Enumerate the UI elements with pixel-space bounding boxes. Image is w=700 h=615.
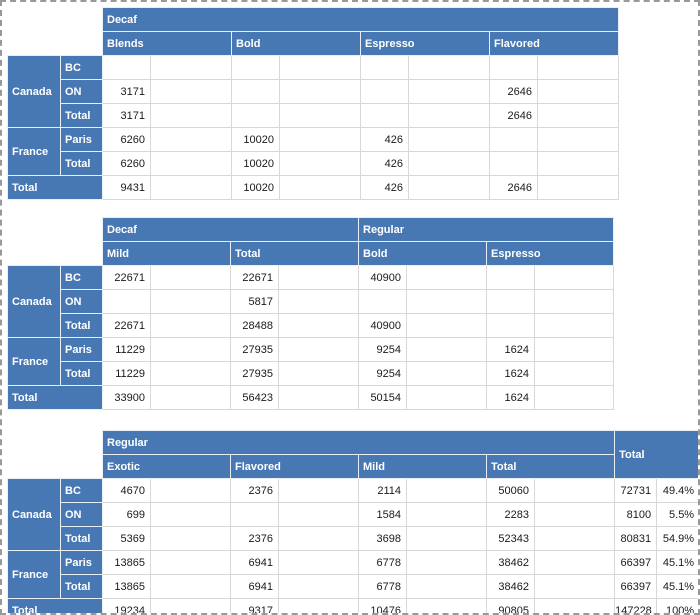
column-header-bold[interactable]: Bold	[359, 242, 487, 266]
percent-cell[interactable]: 45.1%	[657, 551, 700, 575]
data-cell[interactable]: 40900	[359, 314, 407, 338]
data-cell-empty[interactable]	[407, 551, 487, 575]
data-cell-empty[interactable]	[279, 290, 359, 314]
data-cell-empty[interactable]	[151, 503, 231, 527]
data-cell-empty[interactable]	[279, 503, 359, 527]
data-cell-empty[interactable]	[407, 599, 487, 615]
data-cell-empty[interactable]	[535, 599, 615, 615]
data-cell[interactable]: 3171	[103, 104, 151, 128]
data-cell[interactable]: 2114	[359, 479, 407, 503]
data-cell-empty[interactable]	[280, 176, 361, 200]
data-cell-empty[interactable]	[279, 575, 359, 599]
column-header-total[interactable]: Total	[231, 242, 359, 266]
data-cell-empty[interactable]	[151, 152, 232, 176]
data-cell-empty[interactable]	[279, 527, 359, 551]
column-header-bold[interactable]: Bold	[232, 32, 361, 56]
data-cell-empty[interactable]	[151, 266, 231, 290]
data-cell[interactable]	[232, 104, 280, 128]
data-cell[interactable]: 5369	[103, 527, 151, 551]
data-cell[interactable]: 13865	[103, 551, 151, 575]
data-cell[interactable]: 2646	[490, 176, 538, 200]
column-header-espresso[interactable]: Espresso	[487, 242, 614, 266]
data-cell-empty[interactable]	[409, 152, 490, 176]
crosstab-decaf[interactable]	[7, 7, 619, 200]
column-group-decaf[interactable]: Decaf	[103, 218, 359, 242]
column-group-regular[interactable]: Regular	[103, 431, 615, 455]
data-cell-empty[interactable]	[279, 599, 359, 615]
data-cell-empty[interactable]	[151, 80, 232, 104]
crosstab-decaf-regular[interactable]	[7, 217, 614, 410]
data-cell-empty[interactable]	[280, 80, 361, 104]
row-header-bc[interactable]: BC	[61, 56, 103, 80]
column-header-espresso[interactable]: Espresso	[361, 32, 490, 56]
data-cell-empty[interactable]	[409, 176, 490, 200]
data-cell[interactable]: 19234	[103, 599, 151, 615]
data-cell[interactable]: 38462	[487, 575, 535, 599]
data-cell-empty[interactable]	[535, 551, 615, 575]
data-cell-empty[interactable]	[407, 479, 487, 503]
data-cell-empty[interactable]	[151, 338, 231, 362]
data-cell[interactable]: 50154	[359, 386, 407, 410]
data-cell-empty[interactable]	[407, 266, 487, 290]
data-cell-empty[interactable]	[279, 551, 359, 575]
percent-cell[interactable]: 49.4%	[657, 479, 700, 503]
data-cell-empty[interactable]	[538, 152, 619, 176]
data-cell[interactable]: 56423	[231, 386, 279, 410]
column-header-exotic[interactable]: Exotic	[103, 455, 231, 479]
data-cell[interactable]: 5817	[231, 290, 279, 314]
data-cell-empty[interactable]	[535, 362, 614, 386]
data-cell-empty[interactable]	[151, 314, 231, 338]
data-cell-empty[interactable]	[538, 176, 619, 200]
data-cell[interactable]: 6941	[231, 551, 279, 575]
data-cell[interactable]: 2376	[231, 527, 279, 551]
row-group-france[interactable]: France	[8, 128, 61, 176]
data-cell-empty[interactable]	[279, 266, 359, 290]
crosstab-regular-grand-total[interactable]	[7, 430, 700, 615]
data-cell[interactable]	[103, 290, 151, 314]
column-header-blends[interactable]: Blends	[103, 32, 232, 56]
data-cell-empty[interactable]	[151, 599, 231, 615]
column-header-mild[interactable]: Mild	[359, 455, 487, 479]
data-cell[interactable]: 28488	[231, 314, 279, 338]
data-cell[interactable]: 90805	[487, 599, 535, 615]
data-cell[interactable]: 426	[361, 128, 409, 152]
data-cell[interactable]: 2646	[490, 80, 538, 104]
data-cell-empty[interactable]	[409, 104, 490, 128]
data-cell-empty[interactable]	[535, 479, 615, 503]
data-cell[interactable]: 6778	[359, 575, 407, 599]
column-header-flavored[interactable]: Flavored	[490, 32, 619, 56]
data-cell[interactable]: 2283	[487, 503, 535, 527]
data-cell[interactable]: 10020	[232, 176, 280, 200]
row-header-total[interactable]: Total	[61, 362, 103, 386]
data-cell[interactable]: 426	[361, 176, 409, 200]
data-cell[interactable]	[487, 266, 535, 290]
data-cell[interactable]: 4670	[103, 479, 151, 503]
total-cell[interactable]: 66397	[615, 575, 657, 599]
data-cell-empty[interactable]	[151, 527, 231, 551]
data-cell-empty[interactable]	[535, 386, 614, 410]
data-cell[interactable]: 52343	[487, 527, 535, 551]
data-cell[interactable]: 13865	[103, 575, 151, 599]
data-cell-empty[interactable]	[407, 362, 487, 386]
data-cell-empty[interactable]	[407, 503, 487, 527]
total-cell[interactable]: 8100	[615, 503, 657, 527]
data-cell-empty[interactable]	[151, 56, 232, 80]
row-header-paris[interactable]: Paris	[61, 338, 103, 362]
data-cell[interactable]	[487, 314, 535, 338]
data-cell[interactable]: 10020	[232, 152, 280, 176]
data-cell[interactable]	[231, 503, 279, 527]
data-cell-empty[interactable]	[151, 386, 231, 410]
row-header-total[interactable]: Total	[61, 152, 103, 176]
column-header-total[interactable]: Total	[487, 455, 615, 479]
row-header-on[interactable]: ON	[61, 80, 103, 104]
data-cell[interactable]	[103, 56, 151, 80]
data-cell[interactable]: 1624	[487, 362, 535, 386]
row-group-canada[interactable]: Canada	[8, 56, 61, 128]
row-header-on[interactable]: ON	[61, 503, 103, 527]
total-cell[interactable]: 80831	[615, 527, 657, 551]
data-cell[interactable]	[490, 128, 538, 152]
data-cell-empty[interactable]	[407, 527, 487, 551]
data-cell-empty[interactable]	[538, 56, 619, 80]
data-cell-empty[interactable]	[407, 314, 487, 338]
data-cell[interactable]	[359, 290, 407, 314]
percent-cell[interactable]: 5.5%	[657, 503, 700, 527]
data-cell[interactable]: 6260	[103, 128, 151, 152]
column-header-mild[interactable]: Mild	[103, 242, 231, 266]
row-header-paris[interactable]: Paris	[61, 551, 103, 575]
percent-cell[interactable]: 45.1%	[657, 575, 700, 599]
data-cell[interactable]	[487, 290, 535, 314]
data-cell-empty[interactable]	[538, 104, 619, 128]
data-cell[interactable]: 50060	[487, 479, 535, 503]
data-cell[interactable]: 3171	[103, 80, 151, 104]
data-cell[interactable]: 33900	[103, 386, 151, 410]
data-cell[interactable]: 699	[103, 503, 151, 527]
data-cell-empty[interactable]	[280, 152, 361, 176]
data-cell[interactable]: 40900	[359, 266, 407, 290]
data-cell-empty[interactable]	[535, 338, 614, 362]
data-cell-empty[interactable]	[151, 479, 231, 503]
row-header-total[interactable]: Total	[61, 104, 103, 128]
data-cell-empty[interactable]	[151, 176, 232, 200]
data-cell[interactable]: 9254	[359, 362, 407, 386]
corner-cell	[8, 8, 103, 56]
data-cell[interactable]: 3698	[359, 527, 407, 551]
row-header-paris[interactable]: Paris	[61, 128, 103, 152]
grand-total-row-label[interactable]: Total	[8, 176, 103, 200]
total-cell[interactable]: 72731	[615, 479, 657, 503]
data-cell[interactable]: 2376	[231, 479, 279, 503]
data-cell-empty[interactable]	[535, 266, 614, 290]
column-header-grand-total[interactable]: Total	[615, 431, 700, 479]
data-cell[interactable]: 9431	[103, 176, 151, 200]
row-group-canada[interactable]: Canada	[8, 266, 61, 338]
data-cell-empty[interactable]	[407, 575, 487, 599]
data-cell[interactable]	[490, 56, 538, 80]
data-cell-empty[interactable]	[535, 575, 615, 599]
total-cell[interactable]: 66397	[615, 551, 657, 575]
row-group-france[interactable]: France	[8, 551, 61, 599]
corner-cell	[8, 431, 103, 479]
data-cell-empty[interactable]	[280, 56, 361, 80]
data-cell[interactable]: 426	[361, 152, 409, 176]
data-cell[interactable]	[361, 56, 409, 80]
row-header-bc[interactable]: BC	[61, 479, 103, 503]
data-cell-empty[interactable]	[279, 386, 359, 410]
grand-total-row-label[interactable]: Total	[8, 386, 103, 410]
data-cell-empty[interactable]	[280, 104, 361, 128]
data-cell[interactable]: 11229	[103, 362, 151, 386]
data-cell[interactable]: 2646	[490, 104, 538, 128]
data-cell[interactable]: 6778	[359, 551, 407, 575]
row-group-france[interactable]: France	[8, 338, 61, 386]
data-cell-empty[interactable]	[151, 104, 232, 128]
data-cell-empty[interactable]	[280, 128, 361, 152]
row-header-total[interactable]: Total	[61, 314, 103, 338]
data-cell-empty[interactable]	[409, 80, 490, 104]
data-cell[interactable]: 22671	[103, 266, 151, 290]
data-cell[interactable]: 1624	[487, 386, 535, 410]
data-cell[interactable]: 10020	[232, 128, 280, 152]
data-cell[interactable]: 1624	[487, 338, 535, 362]
row-header-total[interactable]: Total	[61, 527, 103, 551]
data-cell-empty[interactable]	[538, 128, 619, 152]
data-cell-empty[interactable]	[151, 551, 231, 575]
data-cell-empty[interactable]	[535, 290, 614, 314]
data-cell[interactable]: 27935	[231, 362, 279, 386]
data-cell-empty[interactable]	[409, 56, 490, 80]
grand-total-row-label[interactable]: Total	[8, 599, 103, 615]
data-cell[interactable]: 6260	[103, 152, 151, 176]
data-cell-empty[interactable]	[538, 80, 619, 104]
data-cell[interactable]: 27935	[231, 338, 279, 362]
data-cell[interactable]	[361, 80, 409, 104]
row-group-canada[interactable]: Canada	[8, 479, 61, 551]
data-cell[interactable]: 9317	[231, 599, 279, 615]
data-cell-empty[interactable]	[279, 479, 359, 503]
column-group-decaf[interactable]: Decaf	[103, 8, 619, 32]
total-cell[interactable]: 147228	[615, 599, 657, 615]
data-cell-empty[interactable]	[151, 362, 231, 386]
data-cell-empty[interactable]	[407, 386, 487, 410]
data-cell-empty[interactable]	[279, 314, 359, 338]
column-header-flavored[interactable]: Flavored	[231, 455, 359, 479]
data-cell[interactable]	[232, 80, 280, 104]
data-cell[interactable]: 38462	[487, 551, 535, 575]
column-group-regular[interactable]: Regular	[359, 218, 614, 242]
data-cell-empty[interactable]	[279, 362, 359, 386]
data-cell-empty[interactable]	[151, 290, 231, 314]
data-cell[interactable]	[490, 152, 538, 176]
data-cell[interactable]: 1584	[359, 503, 407, 527]
data-cell-empty[interactable]	[535, 503, 615, 527]
data-cell-empty[interactable]	[409, 128, 490, 152]
data-cell[interactable]: 6941	[231, 575, 279, 599]
data-cell[interactable]: 22671	[103, 314, 151, 338]
data-cell-empty[interactable]	[407, 338, 487, 362]
row-header-total[interactable]: Total	[61, 575, 103, 599]
data-cell-empty[interactable]	[535, 527, 615, 551]
data-cell[interactable]	[361, 104, 409, 128]
data-cell[interactable]	[232, 56, 280, 80]
row-header-bc[interactable]: BC	[61, 266, 103, 290]
data-cell-empty[interactable]	[279, 338, 359, 362]
corner-cell	[8, 218, 103, 266]
percent-cell[interactable]: 100%	[657, 599, 700, 615]
row-header-on[interactable]: ON	[61, 290, 103, 314]
data-cell[interactable]: 9254	[359, 338, 407, 362]
data-cell-empty[interactable]	[535, 314, 614, 338]
data-cell[interactable]: 11229	[103, 338, 151, 362]
data-cell[interactable]: 10476	[359, 599, 407, 615]
data-cell-empty[interactable]	[151, 575, 231, 599]
data-cell-empty[interactable]	[407, 290, 487, 314]
data-cell[interactable]: 22671	[231, 266, 279, 290]
percent-cell[interactable]: 54.9%	[657, 527, 700, 551]
data-cell-empty[interactable]	[151, 128, 232, 152]
